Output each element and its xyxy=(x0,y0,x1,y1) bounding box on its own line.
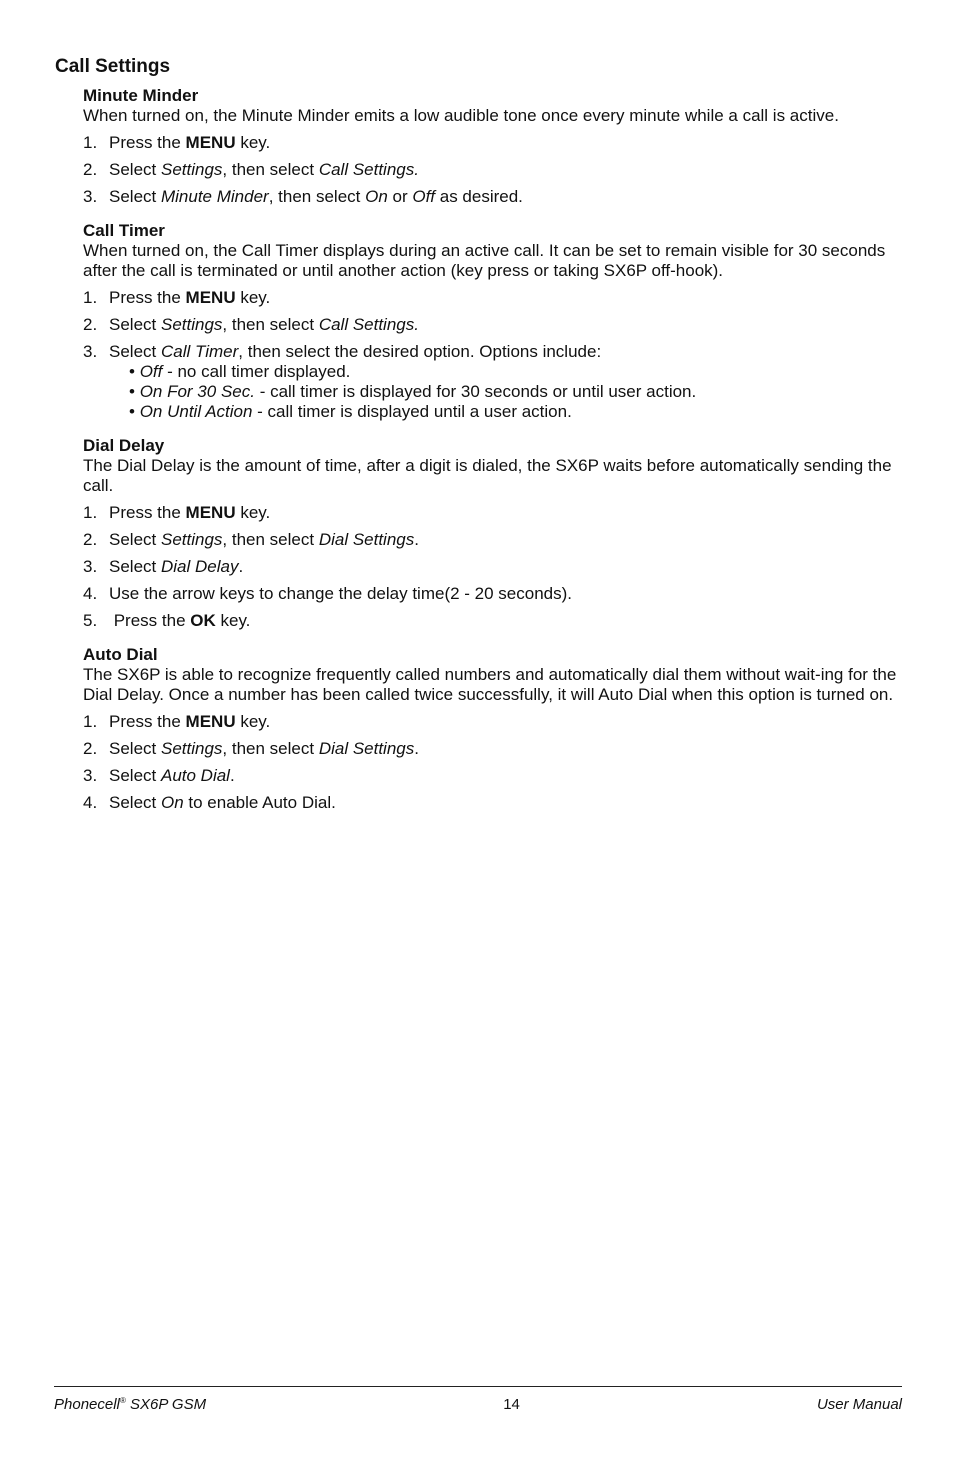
step-text xyxy=(109,557,243,576)
step-item xyxy=(83,712,908,732)
step-text xyxy=(109,584,572,603)
text-run: Select xyxy=(109,187,161,206)
step-item xyxy=(83,503,908,523)
option-item xyxy=(129,402,908,422)
step-number: 3. xyxy=(83,187,98,206)
text-run: or xyxy=(387,187,413,206)
footer-product-model: SX6P GSM xyxy=(125,1396,207,1413)
text-run: Dial Settings xyxy=(318,530,415,549)
step-item xyxy=(83,315,908,335)
step-item xyxy=(83,160,908,180)
step-item xyxy=(83,288,908,308)
text-run: Select xyxy=(109,530,161,549)
text-run: MENU xyxy=(185,503,236,522)
step-number: 4. xyxy=(83,793,98,812)
text-run: key. xyxy=(235,503,271,522)
text-run: Dial Settings xyxy=(318,739,415,758)
step-text xyxy=(109,133,270,152)
step-text xyxy=(109,160,419,179)
step-text xyxy=(109,503,270,522)
text-run: . xyxy=(414,530,419,549)
step-item xyxy=(83,611,908,631)
text-run: Select xyxy=(109,739,161,758)
step-text xyxy=(109,766,235,785)
section-auto-dial xyxy=(83,645,908,813)
step-text xyxy=(109,530,419,549)
text-run: On For 30 Sec. xyxy=(139,382,255,401)
text-run: , then select xyxy=(222,739,319,758)
step-text xyxy=(109,611,250,630)
step-item xyxy=(83,739,908,759)
text-run: Call Timer xyxy=(160,342,239,361)
step-number: 1. xyxy=(83,712,98,731)
step-text xyxy=(109,793,336,812)
section-heading: Call Timer xyxy=(83,221,165,240)
step-item xyxy=(83,584,908,604)
text-run: key. xyxy=(235,712,271,731)
step-number: 1. xyxy=(83,503,98,522)
step-number: 2. xyxy=(83,160,98,179)
step-item xyxy=(83,766,908,786)
step-item xyxy=(83,133,908,153)
footer-divider xyxy=(54,1386,902,1387)
step-list xyxy=(83,288,908,422)
section-call-timer xyxy=(83,221,908,422)
text-run: On Until Action xyxy=(139,402,253,421)
text-run: key. xyxy=(235,288,271,307)
step-number: 3. xyxy=(83,766,98,785)
text-run: Press the xyxy=(109,712,186,731)
text-run: Dial Delay xyxy=(160,557,239,576)
text-run: Press the xyxy=(109,288,186,307)
step-number: 2. xyxy=(83,739,98,758)
section-body: When turned on, the Minute Minder emits a low audible tone once every minute while a call is active. xyxy=(83,106,839,125)
step-number: 1. xyxy=(83,133,98,152)
text-run: Press the xyxy=(109,133,186,152)
text-run: , then select xyxy=(222,315,319,334)
page-number: 14 xyxy=(503,1396,520,1413)
text-run: key. xyxy=(215,611,251,630)
text-run: Minute Minder xyxy=(160,187,269,206)
text-run: - no call timer displayed. xyxy=(162,362,351,381)
option-list xyxy=(83,362,908,422)
step-number: 1. xyxy=(83,288,98,307)
text-run: as desired. xyxy=(435,187,523,206)
text-run: • xyxy=(129,362,140,381)
text-run: Auto Dial xyxy=(160,766,230,785)
step-text xyxy=(109,712,270,731)
step-text xyxy=(109,342,601,361)
step-list xyxy=(83,503,908,631)
option-item xyxy=(129,382,908,402)
text-run: • xyxy=(129,382,140,401)
text-run: Press the xyxy=(109,503,186,522)
text-run: OK xyxy=(190,611,216,630)
text-run: Select xyxy=(109,557,161,576)
step-item xyxy=(83,342,908,422)
text-run: Settings xyxy=(160,315,223,334)
text-run: Off xyxy=(139,362,163,381)
text-run: , then select xyxy=(222,530,319,549)
text-run: Press the xyxy=(109,611,191,630)
text-run: Off xyxy=(412,187,436,206)
footer-doc-type: User Manual xyxy=(816,1396,902,1413)
text-run: . xyxy=(414,739,419,758)
section-body: The SX6P is able to recognize frequently called numbers and automatically dial them without wait-ing for the Dial Delay. Once a number has been called twice successfully, it will Auto Dial when this option is turned on. xyxy=(83,665,897,704)
text-run: . xyxy=(229,766,235,785)
step-text xyxy=(109,739,419,758)
step-list xyxy=(83,712,908,813)
text-run: - call timer is displayed for 30 seconds or until user action. xyxy=(254,382,697,401)
section-heading: Dial Delay xyxy=(83,436,165,455)
text-run: MENU xyxy=(185,712,236,731)
text-run: On xyxy=(160,793,184,812)
step-number: 4. xyxy=(83,584,98,603)
step-number: 5. xyxy=(83,611,98,630)
text-run: Select xyxy=(109,793,161,812)
text-run: On xyxy=(365,187,388,206)
footer xyxy=(54,1396,902,1413)
section-body: The Dial Delay is the amount of time, after a digit is dialed, the SX6P waits before automatically sending the call. xyxy=(83,456,892,495)
text-run: key. xyxy=(235,133,271,152)
section-dial-delay xyxy=(83,436,908,631)
text-run: • xyxy=(129,402,140,421)
step-number: 3. xyxy=(83,557,98,576)
text-run: Select xyxy=(109,160,161,179)
step-number: 2. xyxy=(83,530,98,549)
text-run: Settings xyxy=(160,530,223,549)
text-run: MENU xyxy=(185,133,236,152)
step-number: 3. xyxy=(83,342,98,361)
text-run: . xyxy=(238,557,244,576)
step-text xyxy=(109,288,270,307)
content xyxy=(83,86,908,827)
step-item xyxy=(83,530,908,550)
step-number: 2. xyxy=(83,315,98,334)
footer-product-name: Phonecell xyxy=(54,1396,120,1413)
text-run: , then select the desired option. Options include: xyxy=(238,342,602,361)
text-run: - call timer is displayed until a user action. xyxy=(252,402,572,421)
page-title: Call Settings xyxy=(55,56,171,77)
text-run: Call Settings. xyxy=(318,315,419,334)
registered-mark: ® xyxy=(119,1396,126,1405)
text-run: Select xyxy=(109,342,161,361)
text-run: Call Settings. xyxy=(318,160,419,179)
step-item xyxy=(83,793,908,813)
text-run: Use the arrow keys to change the delay time(2 - 20 seconds). xyxy=(109,584,573,603)
step-text xyxy=(109,187,523,206)
step-list xyxy=(83,133,908,207)
text-run: to enable Auto Dial. xyxy=(183,793,336,812)
text-run: Select xyxy=(109,315,161,334)
step-text xyxy=(109,315,419,334)
section-heading: Auto Dial xyxy=(83,645,158,664)
step-item xyxy=(83,557,908,577)
step-item xyxy=(83,187,908,207)
option-item xyxy=(129,362,908,382)
section-body: When turned on, the Call Timer displays during an active call. It can be set to remain visible for 30 seconds after the call is terminated or until another action (key press or taking SX6P off-hook). xyxy=(83,241,886,280)
text-run: , then select xyxy=(268,187,366,206)
text-run: Select xyxy=(109,766,161,785)
section-heading: Minute Minder xyxy=(83,86,199,105)
text-run: MENU xyxy=(185,288,236,307)
footer-product xyxy=(54,1396,206,1413)
section-minute-minder xyxy=(83,86,908,207)
text-run: , then select xyxy=(222,160,319,179)
text-run: Settings xyxy=(160,739,223,758)
text-run: Settings xyxy=(160,160,223,179)
